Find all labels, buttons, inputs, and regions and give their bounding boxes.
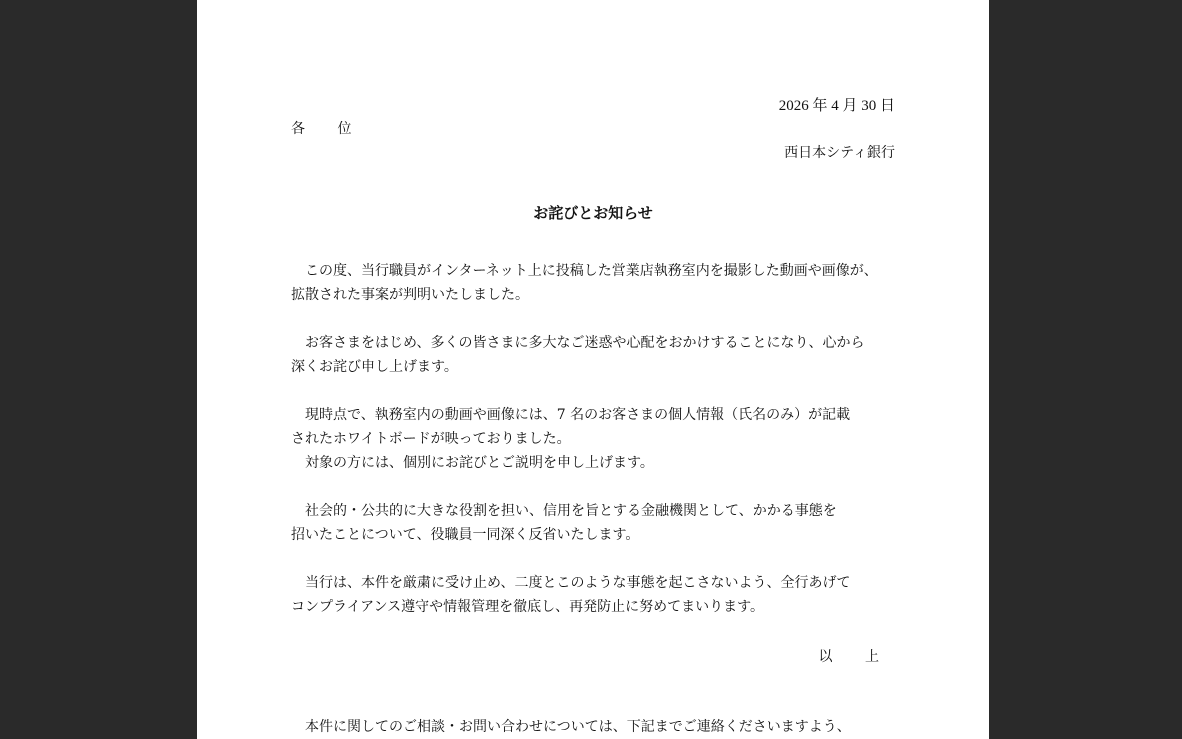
document-closing: 以 上 xyxy=(818,649,893,665)
paragraph-prevention xyxy=(291,571,895,619)
document-sender: 西日本シティ銀行 xyxy=(784,145,895,161)
document-title: お詫びとお知らせ xyxy=(533,204,653,222)
paragraph-line: お客さまをはじめ、多くの皆さまに多大なご迷惑や心配をおかけすることになり、心から xyxy=(291,335,865,351)
paragraph-line: 拡散された事案が判明いたしました。 xyxy=(291,287,529,303)
paragraph-line: 深くお詫び申し上げます。 xyxy=(291,359,458,375)
paragraph-line: 対象の方には、個別にお詫びとご説明を申し上げます。 xyxy=(291,455,654,471)
paragraph-details xyxy=(291,403,895,475)
paragraph-line: 現時点で、執務室内の動画や画像には、7 名のお客さまの個人情報（氏名のみ）が記載 xyxy=(291,407,851,423)
paragraph-line: 招いたことについて、役職員一同深く反省いたします。 xyxy=(291,527,640,543)
paragraph-apology xyxy=(291,331,895,379)
paragraph-line: 本件に関してのご相談・お問い合わせについては、下記までご連絡くださいますよう、 xyxy=(291,719,851,735)
paragraph-reflection xyxy=(291,499,895,547)
document-addressee: 各 位 xyxy=(291,121,366,137)
paragraph-line: されたホワイトボードが映っておりました。 xyxy=(291,431,571,447)
paragraph-contact xyxy=(291,715,895,739)
paragraph-line: 社会的・公共的に大きな役割を担い、信用を旨とする金融機関として、かかる事態を xyxy=(291,503,837,519)
paragraph-incident xyxy=(291,259,895,307)
paragraph-line: 当行は、本件を厳粛に受け止め、二度とこのような事態を起こさないよう、全行あげて xyxy=(291,575,851,591)
paragraph-line: この度、当行職員がインターネット上に投稿した営業店執務室内を撮影した動画や画像が、 xyxy=(291,263,878,279)
document-page xyxy=(197,0,989,739)
paragraph-line: コンプライアンス遵守や情報管理を徹底し、再発防止に努めてまいります。 xyxy=(291,599,765,615)
document-date: 2026 年 4 月 30 日 xyxy=(778,98,895,114)
